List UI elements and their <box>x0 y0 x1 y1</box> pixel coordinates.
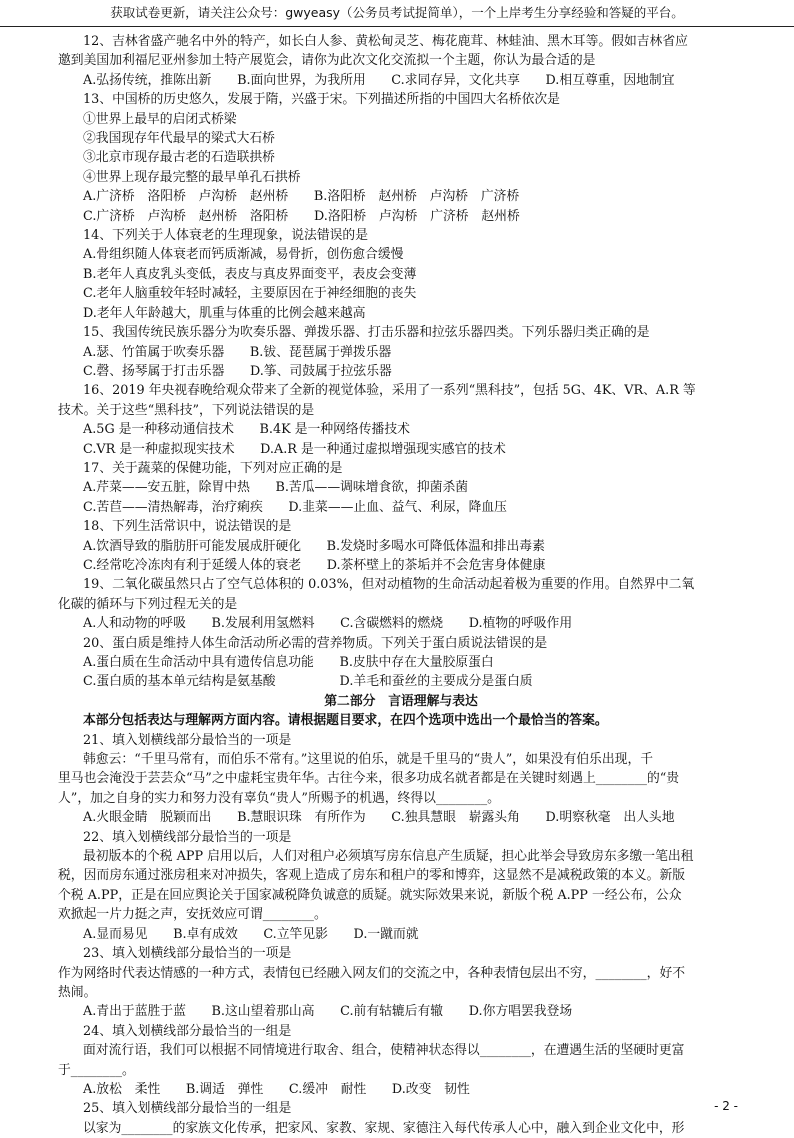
page-header: 获取试卷更新，请关注公众号：gwyeasy（公务员考试捉简单），一个上岸考生分享经验和答疑的平台。 <box>0 0 794 27</box>
text-line: C.磬、扬琴属于打击乐器 D.筝、司鼓属于拉弦乐器 <box>83 363 392 379</box>
text-line: C.苦苣——清热解毒，治疗痢疾 D.韭菜——止血、益气、利尿，降血压 <box>83 499 507 515</box>
text-line: 17、关于蔬菜的保健功能，下列对应正确的是 <box>83 460 343 476</box>
text-line: A.人和动物的呼吸 B.发展利用氢燃料 C.含碳燃料的燃烧 D.植物的呼吸作用 <box>83 616 573 632</box>
text-line: 15、我国传统民族乐器分为吹奏乐器、弹拨乐器、打击乐器和拉弦乐器四类。下列乐器归类正确的是 <box>83 325 650 341</box>
text-line: 18、下列生活常识中，说法错误的是 <box>83 519 292 535</box>
text-line: 22、填入划横线部分最恰当的一项是 <box>83 829 292 845</box>
document-body <box>58 32 744 1138</box>
text-line: 以家为________的家族文化传承，把家风、家教、家规、家德注入每代传承人心中，融入到企业文化中，形 <box>83 1120 685 1136</box>
text-line: A.5G 是一种移动通信技术 B.4K 是一种网络传播技术 <box>83 422 410 438</box>
text-line: 本部分包括表达与理解两方面内容。请根据题目要求，在四个选项中选出一个最恰当的答案。 <box>83 713 608 729</box>
text-line: 12、吉林省盛产驰名中外的特产，如长白人参、黄松甸灵芝、梅花鹿茸、林蛙油、黑木耳等。假如吉林省应 <box>83 34 688 49</box>
text-line: A.弘扬传统，推陈出新 B.面向世界，为我所用 C.求同存异，文化共享 D.相互尊重，因地制宜 <box>83 72 675 88</box>
text-line: 邀到美国加利福尼亚州参加土特产展览会，请你为此次文化交流拟一个主题，你认为最合适的是 <box>58 53 596 69</box>
text-line: B.老年人真皮乳头变低，表皮与真皮界面变平，表皮会变薄 <box>83 266 417 282</box>
text-line: A.骨组织随人体衰老而钙质渐减，易骨折，创伤愈合缓慢 <box>83 247 404 263</box>
text-line: 个税 A.PP，正是在回应舆论关于国家减税降负诚意的质疑。就实际效果来说，新版个税 A.PP 一经公布，公众 <box>58 887 682 903</box>
text-line: C.经常吃冷冻肉有利于延缓人体的衰老 D.茶杯壁上的茶垢并不会危害身体健康 <box>83 557 546 573</box>
text-line: 14、下列关于人体衰老的生理现象，说法错误的是 <box>83 228 369 244</box>
text-line: A.广济桥 洛阳桥 卢沟桥 赵州桥 B.洛阳桥 赵州桥 卢沟桥 广济桥 <box>83 189 520 205</box>
text-line: ②我国现存年代最早的梁式大石桥 <box>83 131 275 147</box>
text-line: ①世界上最早的启闭式桥梁 <box>83 111 237 127</box>
text-line: 技术。关于这些“黑科技”，下列说法错误的是 <box>58 402 315 418</box>
text-line: 化碳的循环与下列过程无关的是 <box>58 596 238 612</box>
text-line: C.老年人脑重较年轻时减轻，主要原因在于神经细胞的丧失 <box>83 286 417 302</box>
text-line: 韩愈云：“千里马常有，而伯乐不常有。”这里说的伯乐，就是千里马的“贵人”，如果没有伯乐出现，千 <box>83 752 654 768</box>
page-number: - 2 - <box>714 1099 738 1113</box>
text-line: A.显而易见 B.卓有成效 C.立竿见影 D.一蹴而就 <box>83 926 419 942</box>
text-line: A.放松 柔性 B.调适 弹性 C.缓冲 耐性 D.改变 韧性 <box>83 1081 470 1097</box>
text-line: D.老年人年龄越大，肌重与体重的比例会越来越高 <box>83 305 366 321</box>
text-line: 于________。 <box>58 1062 135 1078</box>
text-line: 面对流行语，我们可以根据不同情境进行取舍、组合，使精神状态得以________，在遭遇生活的坚硬时更富 <box>83 1043 685 1059</box>
text-line: 欢掀起一片力挺之声，安抚效应可谓________。 <box>58 907 327 923</box>
text-line: 21、填入划横线部分最恰当的一项是 <box>83 732 292 748</box>
text-line: 13、中国桥的历史悠久，发展于隋，兴盛于宋。下列描述所指的中国四大名桥依次是 <box>83 92 560 108</box>
text-line: 25、填入划横线部分最恰当的一组是 <box>83 1101 292 1117</box>
text-line: 16、2019 年央视春晚给观众带来了全新的视觉体验，采用了一系列“黑科技”，包括 5G、4K、VR、A.R 等 <box>83 383 696 399</box>
text-line: A.瑟、竹笛属于吹奏乐器 B.钹、琵琶属于弹拨乐器 <box>83 344 392 360</box>
text-line: 作为网络时代表达情感的一种方式，表情包已经融入网友们的交流之中，各种表情包层出不穷，________，好不 <box>58 965 686 981</box>
text-line: 19、二氧化碳虽然只占了空气总体积的 0.03%，但对动植物的生命活动起着极为重要的作用。自然界中二氧 <box>83 577 695 593</box>
text-line: 20、蛋白质是维持人体生命活动所必需的营养物质。下列关于蛋白质说法错误的是 <box>83 635 548 651</box>
text-line: 24、填入划横线部分最恰当的一组是 <box>83 1023 292 1039</box>
text-line: 里马也会淹没于芸芸众“马”之中虚耗宝贵年华。古往今来，很多功成名就者都是在关键时刻遇上________的“贵 <box>58 771 680 787</box>
text-line: A.火眼金睛 脱颖而出 B.慧眼识珠 有所作为 C.独具慧眼 崭露头角 D.明察秋毫 出人头地 <box>83 810 675 826</box>
text-line: 人”，加之自身的实力和努力没有辜负“贵人”所赐予的机遇，终得以________。 <box>58 790 500 806</box>
text-line: C.VR 是一种虚拟现实技术 D.A.R 是一种通过虚拟增强现实感官的技术 <box>83 441 506 457</box>
text-line: C.广济桥 卢沟桥 赵州桥 洛阳桥 D.洛阳桥 卢沟桥 广济桥 赵州桥 <box>83 208 520 224</box>
text-line: A.饮酒导致的脂肪肝可能发展成肝硬化 B.发烧时多喝水可降低体温和排出毒素 <box>83 538 545 554</box>
text-line: A.芹菜——安五脏，除胃中热 B.苦瓜——调味增食欲，抑菌杀菌 <box>83 480 469 496</box>
text-line: C.蛋白质的基本单元结构是氨基酸 D.羊毛和蚕丝的主要成分是蛋白质 <box>83 674 533 690</box>
text-line: 热闹。 <box>58 984 97 1000</box>
text-line: 税，因而房东通过涨房租来对冲损失，客观上造成了房东和租户的零和博弈，这显然不是减税政策的本义。新版 <box>58 868 686 884</box>
text-line: A.蛋白质在生命活动中具有遗传信息功能 B.皮肤中存在大量胶原蛋白 <box>83 655 494 670</box>
section-title: 第二部分 言语理解与表达 <box>324 693 478 709</box>
text-line: 23、填入划横线部分最恰当的一项是 <box>83 946 292 962</box>
text-line: 最初版本的个税 APP 启用以后，人们对租户必须填写房东信息产生质疑，担心此举会导致房东多缴一笔出租 <box>83 849 694 865</box>
text-line: A.青出于蓝胜于蓝 B.这山望着那山高 C.前有轱辘后有辙 D.你方唱罢我登场 <box>83 1004 573 1020</box>
text-line: ③北京市现存最古老的石造联拱桥 <box>83 150 275 166</box>
text-line: ④世界上现存最完整的最早单孔石拱桥 <box>83 169 301 185</box>
